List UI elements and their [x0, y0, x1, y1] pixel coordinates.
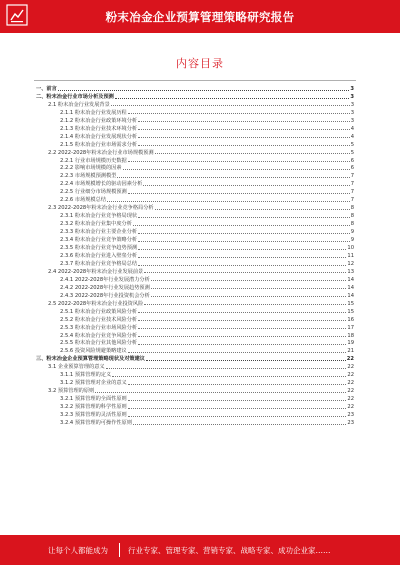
toc-entry-title: 3.1.1 预算管理的定义 — [60, 372, 112, 379]
toc-leader-dots — [95, 392, 346, 393]
toc-leader-dots — [138, 137, 350, 138]
toc-entry[interactable] — [36, 195, 354, 203]
toc-entry-page: 21 — [347, 348, 354, 355]
toc-leader-dots — [107, 201, 350, 202]
toc-leader-dots — [138, 328, 346, 329]
footer-roles: 行业专家、管理专家、营销专家、战略专家、成功企业家…… — [128, 546, 331, 555]
toc-leader-dots — [123, 169, 350, 170]
toc-entry-page: 7 — [350, 189, 354, 196]
toc-entry-title: 2.5.1 粉末冶金行业政策风险分析 — [60, 308, 138, 315]
toc-entry-page: 5 — [350, 149, 354, 156]
toc-entry[interactable] — [36, 346, 354, 354]
toc-entry[interactable] — [36, 92, 354, 100]
toc-leader-dots — [146, 360, 346, 361]
toc-entry[interactable] — [36, 323, 354, 331]
toc-leader-dots — [138, 312, 346, 313]
toc-entry-title: 2.3.7 粉末冶金行业竞争格局总结 — [60, 260, 138, 267]
toc-leader-dots — [112, 376, 346, 377]
toc-entry-title: 2.3.1 粉末冶金行业竞争格局现状 — [60, 213, 138, 220]
toc-entry[interactable] — [36, 219, 354, 227]
toc-entry[interactable] — [36, 187, 354, 195]
toc-entry-page: 22 — [346, 356, 354, 363]
toc-entry-title: 2.2.4 市场规模增长的驱动因素分析 — [60, 181, 143, 188]
toc-entry-page: 23 — [347, 419, 354, 426]
toc-entry-title: 2.2 2022-2028年粉末冶金行业市场规模预测 — [48, 149, 154, 156]
toc-entry[interactable] — [36, 370, 354, 378]
toc-entry[interactable] — [36, 394, 354, 402]
toc-entry-page: 9 — [350, 229, 354, 236]
toc-entry[interactable] — [36, 267, 354, 275]
toc-leader-dots — [138, 145, 350, 146]
toc-entry[interactable] — [36, 171, 354, 179]
toc-entry[interactable] — [36, 132, 354, 140]
toc-entry[interactable] — [36, 402, 354, 410]
toc-entry-page: 6 — [350, 157, 354, 164]
toc-entry[interactable] — [36, 211, 354, 219]
toc-entry-title: 2.1.4 粉末冶金行业发展现状分析 — [60, 133, 138, 140]
toc-entry-page: 12 — [347, 260, 354, 267]
toc-entry-page: 8 — [350, 213, 354, 220]
table-of-contents — [36, 84, 354, 426]
report-title: 粉末冶金企业预算管理策略研究报告 — [105, 10, 295, 24]
toc-leader-dots — [128, 161, 350, 162]
toc-entry-page: 9 — [350, 237, 354, 244]
toc-leader-dots — [106, 368, 347, 369]
toc-entry-title: 2.4.2 2022-2028年行业发展趋势预测 — [60, 284, 150, 291]
toc-entry[interactable] — [36, 156, 354, 164]
toc-entry-page: 7 — [350, 181, 354, 188]
toc-leader-dots — [138, 217, 350, 218]
toc-entry-page: 14 — [347, 276, 354, 283]
toc-entry-page: 18 — [347, 332, 354, 339]
toc-entry-page: 22 — [347, 388, 354, 395]
toc-entry-title: 二、粉末冶金行业市场分析及预测 — [36, 93, 114, 100]
toc-entry-title: 2.3.2 粉末冶金行业集中度分析 — [60, 221, 132, 228]
toc-entry[interactable] — [36, 179, 354, 187]
toc-entry-title: 3.2 预算管理的原则 — [48, 388, 95, 395]
toc-entry[interactable] — [36, 227, 354, 235]
toc-leader-dots — [144, 272, 346, 273]
toc-entry-page: 6 — [350, 165, 354, 172]
toc-leader-dots — [138, 257, 346, 258]
toc-entry-title: 3.1 企业预算管理的意义 — [48, 364, 105, 371]
toc-entry[interactable] — [36, 148, 354, 156]
toc-entry-page: 3 — [350, 85, 354, 92]
toc-top-divider — [34, 80, 356, 81]
toc-heading: 内容目录 — [176, 57, 224, 70]
toc-leader-dots — [151, 296, 347, 297]
footer-slogan: 让每个人都能成为 — [48, 546, 108, 555]
toc-entry[interactable] — [36, 354, 354, 362]
toc-leader-dots — [128, 193, 350, 194]
toc-entry-title: 2.1.5 粉末冶金行业市场需求分析 — [60, 141, 138, 148]
toc-entry-title: 2.5.6 投资风险规避策略建议 — [60, 348, 127, 355]
toc-leader-dots — [138, 121, 350, 122]
toc-leader-dots — [58, 90, 350, 91]
toc-leader-dots — [115, 98, 350, 99]
toc-entry-title: 2.2.2 影响市场规模的因素 — [60, 165, 122, 172]
toc-leader-dots — [138, 233, 350, 234]
toc-entry[interactable] — [36, 108, 354, 116]
toc-entry[interactable] — [36, 362, 354, 370]
toc-leader-dots — [133, 424, 346, 425]
toc-entry[interactable] — [36, 203, 354, 211]
toc-entry-page: 17 — [347, 324, 354, 331]
toc-entry-title: 3.2.1 预算管理的全面性原则 — [60, 396, 127, 403]
toc-entry-title: 2.3 2022-2028年粉末冶金行业竞争格局分析 — [48, 205, 154, 212]
toc-entry-page: 15 — [347, 300, 354, 307]
toc-entry[interactable] — [36, 100, 354, 108]
toc-entry[interactable] — [36, 283, 354, 291]
toc-entry-page: 7 — [350, 197, 354, 204]
toc-entry-title: 3.2.3 预算管理的灵活性原则 — [60, 412, 127, 419]
toc-entry-page: 13 — [347, 268, 354, 275]
toc-entry[interactable] — [36, 124, 354, 132]
toc-entry-page: 10 — [347, 245, 354, 252]
toc-entry[interactable] — [36, 275, 354, 283]
toc-leader-dots — [151, 288, 347, 289]
toc-entry-title: 2.1.2 粉末冶金行业政策环境分析 — [60, 117, 138, 124]
toc-entry-page: 11 — [347, 252, 354, 259]
toc-entry-title: 3.2.4 预算管理的可操作性原则 — [60, 419, 132, 426]
toc-leader-dots — [138, 129, 350, 130]
toc-entry-page: 22 — [347, 372, 354, 379]
toc-leader-dots — [138, 249, 346, 250]
toc-entry-title: 3.1.2 预算管理对企业的意义 — [60, 380, 127, 387]
toc-entry-page: 22 — [347, 404, 354, 411]
toc-entry-title: 2.3.4 粉末冶金行业竞争策略分析 — [60, 237, 138, 244]
toc-entry-page: 19 — [347, 340, 354, 347]
toc-entry-title: 2.4.1 2022-2028年行业发展潜力分析 — [60, 276, 150, 283]
toc-entry[interactable] — [36, 251, 354, 259]
toc-leader-dots — [155, 209, 350, 210]
toc-leader-dots — [144, 304, 346, 305]
toc-entry-page: 3 — [350, 101, 354, 108]
toc-leader-dots — [128, 416, 347, 417]
toc-leader-dots — [155, 153, 350, 154]
toc-entry-title: 2.4 2022-2028年粉末冶金行业发展前景 — [48, 268, 144, 275]
toc-entry-title: 3.2.2 预算管理的科学性原则 — [60, 404, 127, 411]
toc-entry-title: 一、前言 — [36, 85, 57, 92]
toc-entry-title: 2.1.3 粉末冶金行业技术环境分析 — [60, 125, 138, 132]
toc-leader-dots — [138, 265, 346, 266]
toc-entry-title: 2.1 粉末冶金行业发展背景 — [48, 101, 110, 108]
toc-entry[interactable] — [36, 140, 354, 148]
toc-leader-dots — [128, 384, 347, 385]
toc-entry-title: 2.2.1 行业市场规模历史数据 — [60, 157, 127, 164]
toc-entry-page: 14 — [347, 284, 354, 291]
toc-entry-page: 4 — [350, 125, 354, 132]
toc-entry-title: 2.3.5 粉末冶金行业竞争趋势预测 — [60, 245, 138, 252]
toc-leader-dots — [128, 352, 347, 353]
toc-entry[interactable] — [36, 339, 354, 347]
toc-entry-title: 2.5.3 粉末冶金行业市场风险分析 — [60, 324, 138, 331]
toc-entry-title: 2.5.5 粉末冶金行业其他风险分析 — [60, 340, 138, 347]
toc-leader-dots — [117, 177, 349, 178]
toc-entry-page: 15 — [347, 308, 354, 315]
toc-entry[interactable] — [36, 116, 354, 124]
toc-leader-dots — [138, 344, 346, 345]
toc-entry-page: 22 — [347, 396, 354, 403]
toc-entry[interactable] — [36, 235, 354, 243]
toc-entry[interactable] — [36, 331, 354, 339]
toc-leader-dots — [128, 408, 347, 409]
footer-divider — [119, 543, 120, 557]
toc-entry[interactable] — [36, 386, 354, 394]
toc-entry-title: 2.1.1 粉末冶金行业发展历程 — [60, 109, 127, 116]
toc-entry-page: 3 — [350, 93, 354, 100]
toc-entry-title: 2.5.2 粉末冶金行业技术风险分析 — [60, 316, 138, 323]
toc-entry[interactable] — [36, 243, 354, 251]
toc-leader-dots — [111, 105, 350, 106]
toc-entry-title: 2.5.4 粉末冶金行业竞争风险分析 — [60, 332, 138, 339]
toc-entry-page: 7 — [350, 173, 354, 180]
toc-entry[interactable] — [36, 164, 354, 172]
toc-entry[interactable] — [36, 299, 354, 307]
footer-bar — [0, 535, 400, 565]
toc-entry-page: 3 — [350, 109, 354, 116]
toc-entry[interactable] — [36, 259, 354, 267]
toc-leader-dots — [138, 336, 346, 337]
toc-entry-page: 22 — [347, 364, 354, 371]
toc-leader-dots — [128, 400, 347, 401]
toc-entry-title: 2.3.3 粉末冶金行业主要企业分析 — [60, 229, 138, 236]
toc-entry-page: 5 — [350, 141, 354, 148]
toc-entry-title: 2.2.5 行业细分市场规模预测 — [60, 189, 127, 196]
toc-entry-page: 8 — [350, 221, 354, 228]
toc-entry-page: 23 — [347, 412, 354, 419]
header-bar — [0, 0, 400, 33]
toc-entry-title: 2.2.6 市场规模总结 — [60, 197, 106, 204]
toc-entry-page: 14 — [347, 292, 354, 299]
toc-entry[interactable] — [36, 418, 354, 426]
toc-leader-dots — [128, 113, 350, 114]
toc-entry-title: 2.5 2022-2028年粉末冶金行业投资风险 — [48, 300, 144, 307]
toc-entry[interactable] — [36, 410, 354, 418]
toc-entry-page: 4 — [350, 133, 354, 140]
toc-entry[interactable] — [36, 315, 354, 323]
toc-entry-page: 8 — [350, 205, 354, 212]
toc-entry[interactable] — [36, 291, 354, 299]
toc-leader-dots — [138, 320, 346, 321]
toc-entry-title: 2.3.6 粉末冶金行业进入壁垒分析 — [60, 252, 138, 259]
toc-entry[interactable] — [36, 307, 354, 315]
toc-entry-title: 2.4.3 2022-2028年行业投资机会分析 — [60, 292, 150, 299]
toc-entry-page: 3 — [350, 117, 354, 124]
toc-entry[interactable] — [36, 84, 354, 92]
toc-leader-dots — [138, 241, 350, 242]
toc-entry-title: 2.2.3 市场规模预测模型 — [60, 173, 117, 180]
toc-leader-dots — [143, 185, 349, 186]
toc-leader-dots — [151, 280, 347, 281]
toc-entry-title: 三、粉末冶金企业预算管理策略现状及对策建议 — [36, 356, 145, 363]
toc-entry[interactable] — [36, 378, 354, 386]
toc-entry-page: 22 — [347, 380, 354, 387]
toc-leader-dots — [133, 225, 350, 226]
toc-entry-page: 16 — [347, 316, 354, 323]
